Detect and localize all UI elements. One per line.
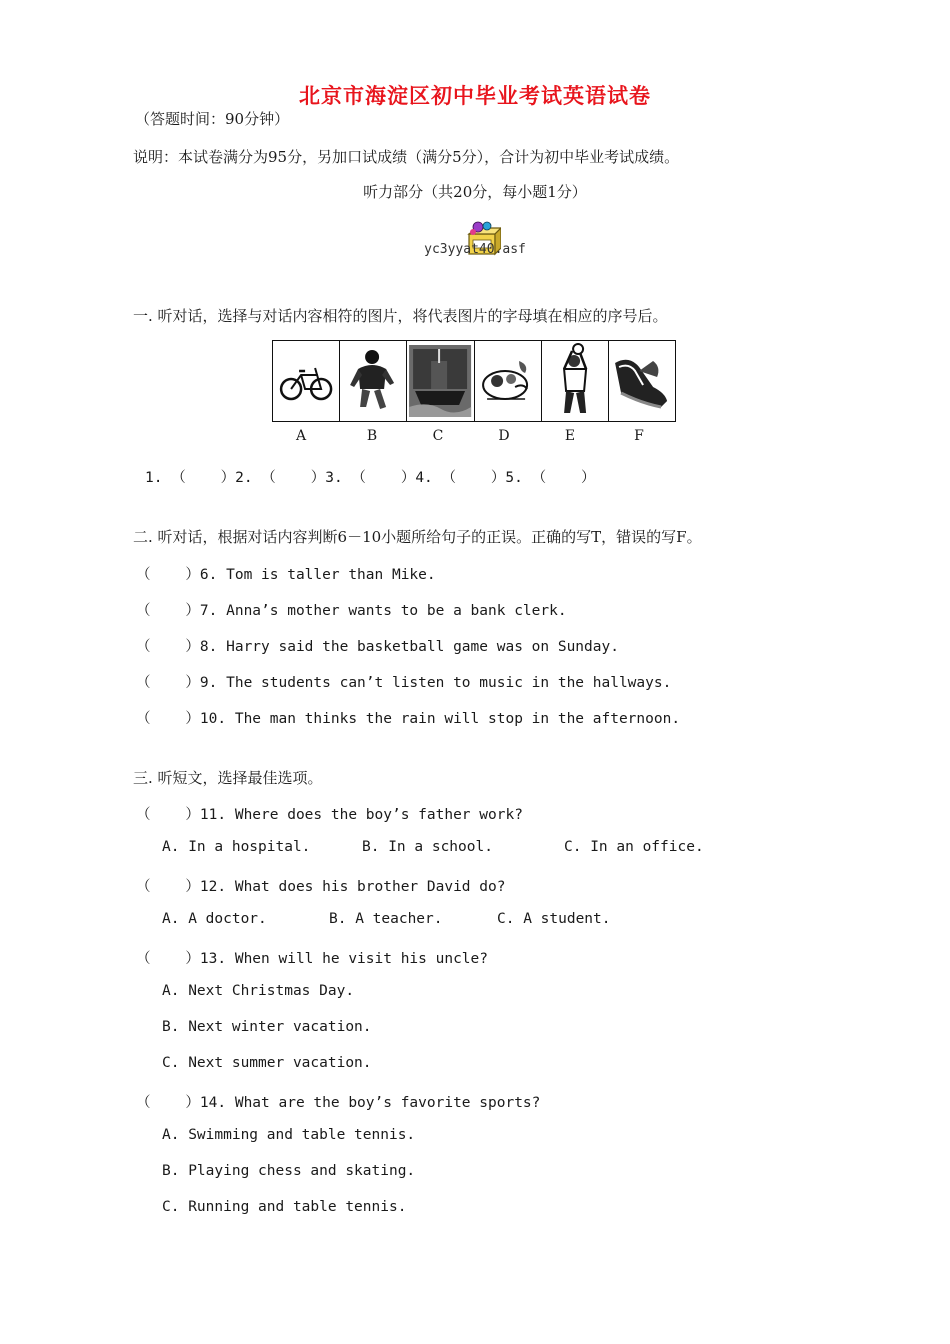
section1-instruction: 一. 听对话，选择与对话内容相符的图片，将代表图片的字母填在相应的序号后。 [133, 307, 668, 325]
q14-option-b: B. Playing chess and skating. [162, 1163, 416, 1179]
question-7: （ ）7. Anna’s mother wants to be a bank clerk. [136, 603, 567, 619]
section1-answer-line: 1. （ ）2. （ ）3. （ ）4. （ ）5. （ ） [145, 470, 596, 486]
q12-option-c: C. A student. [497, 911, 611, 927]
q13-option-b: B. Next winter vacation. [162, 1019, 372, 1035]
q11-option-a: A. In a hospital. [162, 839, 311, 855]
listening-header: 听力部分（共20分，每小题1分） [363, 183, 587, 201]
question-13: （ ）13. When will he visit his uncle? [136, 951, 489, 967]
football-player-icon [340, 341, 407, 421]
picture-label-d: D [498, 428, 510, 444]
q11-option-b: B. In a school. [362, 839, 493, 855]
q13-option-a: A. Next Christmas Day. [162, 983, 355, 999]
sneakers-icon [609, 341, 675, 421]
ship-icon [407, 341, 474, 421]
q12-option-a: A. A doctor. [162, 911, 267, 927]
question-6: （ ）6. Tom is taller than Mike. [136, 567, 436, 583]
question-8: （ ）8. Harry said the basketball game was on Sunday. [136, 639, 619, 655]
question-14: （ ）14. What are the boy’s favorite sports? [136, 1095, 541, 1111]
basketball-player-icon [542, 341, 609, 421]
attachment-filename[interactable]: yc3yyat40.asf [424, 242, 526, 257]
page-title: 北京市海淀区初中毕业考试英语试卷 [299, 84, 651, 108]
q12-option-b: B. A teacher. [329, 911, 443, 927]
q13-option-c: C. Next summer vacation. [162, 1055, 372, 1071]
picture-label-a: A [295, 428, 307, 444]
exam-note: 说明：本试卷满分为95分，另加口试成绩（满分5分），合计为初中毕业考试成绩。 [133, 148, 680, 166]
question-9: （ ）9. The students can’t listen to music in the hallways. [136, 675, 672, 691]
section3-instruction: 三. 听短文，选择最佳选项。 [133, 769, 323, 787]
picture-label-e: E [564, 428, 576, 444]
picture-label-f: F [634, 428, 644, 444]
question-12: （ ）12. What does his brother David do? [136, 879, 506, 895]
package-icon[interactable] [455, 202, 491, 240]
picture-strip [272, 340, 676, 422]
exam-time: （答题时间：90分钟） [135, 110, 290, 128]
section2-instruction: 二. 听对话，根据对话内容判断6－10小题所给句子的正误。正确的写T，错误的写F。 [133, 528, 702, 546]
question-10: （ ）10. The man thinks the rain will stop in the afternoon. [136, 711, 681, 727]
food-icon [475, 341, 542, 421]
picture-label-c: C [432, 428, 444, 444]
q14-option-a: A. Swimming and table tennis. [162, 1127, 416, 1143]
question-11: （ ）11. Where does the boy’s father work? [136, 807, 523, 823]
q14-option-c: C. Running and table tennis. [162, 1199, 407, 1215]
q11-option-c: C. In an office. [564, 839, 704, 855]
picture-label-b: B [366, 428, 378, 444]
bicycle-icon [273, 341, 340, 421]
